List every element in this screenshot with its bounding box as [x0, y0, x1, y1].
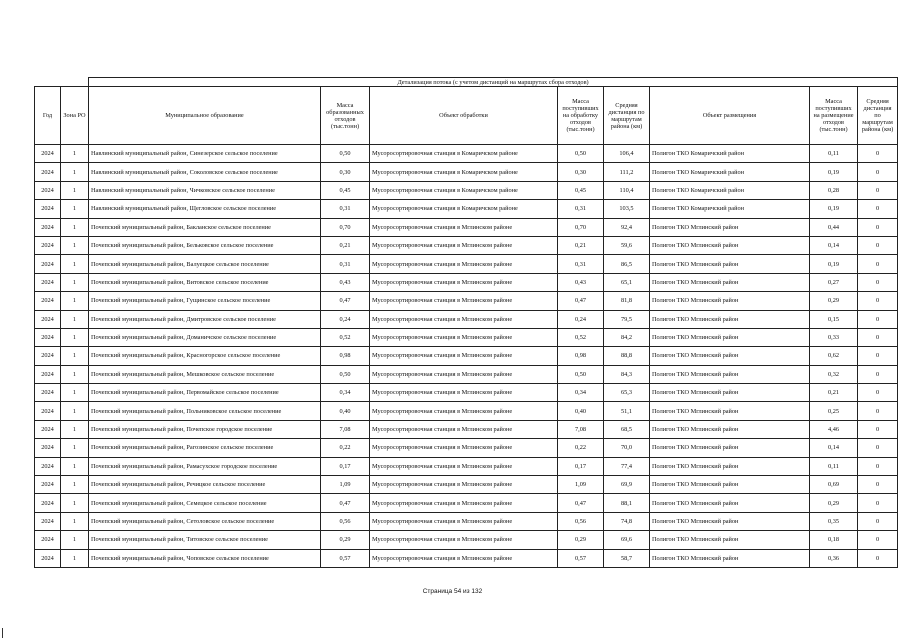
- cell-processing-mass: 0,98: [558, 347, 604, 365]
- cell-processing-distance: 84,3: [604, 365, 650, 383]
- cell-year: 2024: [35, 494, 61, 512]
- cell-disposal-distance: 0: [858, 494, 898, 512]
- table-row: [35, 145, 898, 163]
- cell-disposal-facility: Полигон ТКО Мглинский район: [650, 365, 810, 383]
- cell-municipality: Навлинский муниципальный район, Синезерское сельское поселение: [89, 145, 321, 163]
- header-generated-mass: Масса образованных отходов (тыс.тонн): [321, 87, 370, 145]
- cell-disposal-facility: Полигон ТКО Мглинский район: [650, 402, 810, 420]
- cell-zone: 1: [61, 328, 89, 346]
- cell-zone: 1: [61, 439, 89, 457]
- cell-processing-facility: Мусоросортировочная станция в Мглинском районе: [370, 476, 558, 494]
- cell-processing-facility: Мусоросортировочная станция в Мглинском районе: [370, 273, 558, 291]
- table-row: [35, 236, 898, 254]
- cell-processing-mass: 0,40: [558, 402, 604, 420]
- cell-year: 2024: [35, 181, 61, 199]
- cell-zone: 1: [61, 181, 89, 199]
- cell-zone: 1: [61, 292, 89, 310]
- cell-disposal-mass: 0,36: [810, 549, 858, 567]
- cell-disposal-facility: Полигон ТКО Мглинский район: [650, 494, 810, 512]
- cell-year: 2024: [35, 420, 61, 438]
- header-processing-distance: Средняя дистанция по маршрутам района (км): [604, 87, 650, 145]
- cell-disposal-distance: 0: [858, 512, 898, 530]
- cell-disposal-facility: Полигон ТКО Мглинский район: [650, 457, 810, 475]
- cell-municipality: Навлинский муниципальный район, Щегловское сельское поселение: [89, 200, 321, 218]
- cell-processing-facility: Мусоросортировочная станция в Мглинском районе: [370, 402, 558, 420]
- cell-disposal-mass: 0,29: [810, 292, 858, 310]
- cell-year: 2024: [35, 328, 61, 346]
- cell-generated-mass: 0,56: [321, 512, 370, 530]
- cell-municipality: Почепский муниципальный район, Почепское городское поселение: [89, 420, 321, 438]
- cell-municipality: Почепский муниципальный район, Бельковское сельское поселение: [89, 236, 321, 254]
- cell-disposal-distance: 0: [858, 439, 898, 457]
- cell-disposal-mass: 0,18: [810, 531, 858, 549]
- cell-disposal-facility: Полигон ТКО Мглинский район: [650, 384, 810, 402]
- cell-municipality: Почепский муниципальный район, Сетоловское сельское поселение: [89, 512, 321, 530]
- cell-processing-mass: 0,50: [558, 365, 604, 383]
- cell-disposal-facility: Полигон ТКО Мглинский район: [650, 512, 810, 530]
- cell-disposal-distance: 0: [858, 384, 898, 402]
- table-row: [35, 200, 898, 218]
- cell-zone: 1: [61, 310, 89, 328]
- cell-processing-mass: 0,57: [558, 549, 604, 567]
- cell-generated-mass: 0,40: [321, 402, 370, 420]
- cell-zone: 1: [61, 512, 89, 530]
- cell-disposal-distance: 0: [858, 145, 898, 163]
- cell-disposal-distance: 0: [858, 549, 898, 567]
- table-row: [35, 310, 898, 328]
- cell-year: 2024: [35, 292, 61, 310]
- cell-zone: 1: [61, 384, 89, 402]
- cell-zone: 1: [61, 549, 89, 567]
- cell-processing-facility: Мусоросортировочная станция в Мглинском районе: [370, 549, 558, 567]
- cell-processing-distance: 81,8: [604, 292, 650, 310]
- header-municipality: Муниципальное образование: [89, 87, 321, 145]
- table-row: [35, 328, 898, 346]
- cell-disposal-facility: Полигон ТКО Мглинский район: [650, 310, 810, 328]
- header-processing-mass: Масса поступивших на обработку отходов (тыс.тонн): [558, 87, 604, 145]
- cell-disposal-mass: 0,35: [810, 512, 858, 530]
- cell-processing-facility: Мусоросортировочная станция в Мглинском районе: [370, 384, 558, 402]
- cell-processing-facility: Мусоросортировочная станция в Мглинском районе: [370, 439, 558, 457]
- header-disposal-mass: Масса поступивших на размещение отходов (тыс.тонн): [810, 87, 858, 145]
- cell-year: 2024: [35, 310, 61, 328]
- cell-disposal-mass: 0,27: [810, 273, 858, 291]
- cell-disposal-mass: 0,32: [810, 365, 858, 383]
- cell-processing-mass: 7,08: [558, 420, 604, 438]
- cell-year: 2024: [35, 384, 61, 402]
- table-row: [35, 457, 898, 475]
- cell-processing-mass: 0,43: [558, 273, 604, 291]
- header-zone: Зона РО: [61, 87, 89, 145]
- cell-zone: 1: [61, 273, 89, 291]
- cell-zone: 1: [61, 457, 89, 475]
- cell-zone: 1: [61, 236, 89, 254]
- cell-processing-mass: 0,45: [558, 181, 604, 199]
- cell-disposal-distance: 0: [858, 236, 898, 254]
- cell-processing-facility: Мусоросортировочная станция в Комаричском районе: [370, 200, 558, 218]
- cell-processing-mass: 0,29: [558, 531, 604, 549]
- cell-zone: 1: [61, 163, 89, 181]
- cell-year: 2024: [35, 549, 61, 567]
- cell-municipality: Почепский муниципальный район, Польниковское сельское поселение: [89, 402, 321, 420]
- cell-processing-distance: 65,1: [604, 273, 650, 291]
- cell-disposal-facility: Полигон ТКО Мглинский район: [650, 236, 810, 254]
- cell-municipality: Почепский муниципальный район, Гущинское сельское поселение: [89, 292, 321, 310]
- cell-processing-facility: Мусоросортировочная станция в Мглинском районе: [370, 365, 558, 383]
- cell-disposal-mass: 0,28: [810, 181, 858, 199]
- table-row: [35, 531, 898, 549]
- cell-generated-mass: 0,98: [321, 347, 370, 365]
- cell-disposal-distance: 0: [858, 365, 898, 383]
- scan-mark: [2, 628, 3, 638]
- cell-processing-distance: 111,2: [604, 163, 650, 181]
- cell-zone: 1: [61, 347, 89, 365]
- cell-year: 2024: [35, 145, 61, 163]
- cell-municipality: Почепский муниципальный район, Семецкое сельское поселение: [89, 494, 321, 512]
- cell-generated-mass: 0,21: [321, 236, 370, 254]
- cell-processing-facility: Мусоросортировочная станция в Мглинском районе: [370, 292, 558, 310]
- cell-processing-mass: 0,47: [558, 292, 604, 310]
- cell-zone: 1: [61, 402, 89, 420]
- cell-processing-mass: 0,30: [558, 163, 604, 181]
- cell-disposal-facility: Полигон ТКО Комаричский район: [650, 181, 810, 199]
- cell-processing-facility: Мусоросортировочная станция в Комаричском районе: [370, 181, 558, 199]
- cell-generated-mass: 0,43: [321, 273, 370, 291]
- cell-disposal-distance: 0: [858, 457, 898, 475]
- cell-processing-mass: 0,50: [558, 145, 604, 163]
- cell-year: 2024: [35, 236, 61, 254]
- cell-processing-distance: 88,8: [604, 347, 650, 365]
- cell-processing-distance: 92,4: [604, 218, 650, 236]
- cell-year: 2024: [35, 255, 61, 273]
- cell-processing-distance: 88,1: [604, 494, 650, 512]
- cell-disposal-distance: 0: [858, 347, 898, 365]
- cell-generated-mass: 0,50: [321, 365, 370, 383]
- cell-disposal-distance: 0: [858, 402, 898, 420]
- cell-processing-facility: Мусоросортировочная станция в Мглинском районе: [370, 310, 558, 328]
- cell-disposal-mass: 0,11: [810, 457, 858, 475]
- cell-disposal-facility: Полигон ТКО Мглинский район: [650, 292, 810, 310]
- cell-processing-facility: Мусоросортировочная станция в Мглинском районе: [370, 531, 558, 549]
- cell-generated-mass: 0,45: [321, 181, 370, 199]
- cell-generated-mass: 0,22: [321, 439, 370, 457]
- cell-zone: 1: [61, 200, 89, 218]
- cell-disposal-distance: 0: [858, 218, 898, 236]
- table-row: [35, 365, 898, 383]
- table-row: [35, 420, 898, 438]
- cell-processing-distance: 69,9: [604, 476, 650, 494]
- cell-zone: 1: [61, 145, 89, 163]
- cell-zone: 1: [61, 255, 89, 273]
- cell-disposal-distance: 0: [858, 163, 898, 181]
- cell-processing-mass: 0,24: [558, 310, 604, 328]
- header-year: Год: [35, 87, 61, 145]
- cell-year: 2024: [35, 273, 61, 291]
- cell-disposal-distance: 0: [858, 200, 898, 218]
- table-row: [35, 402, 898, 420]
- cell-processing-facility: Мусоросортировочная станция в Мглинском районе: [370, 347, 558, 365]
- cell-disposal-distance: 0: [858, 273, 898, 291]
- cell-processing-distance: 103,5: [604, 200, 650, 218]
- cell-generated-mass: 0,30: [321, 163, 370, 181]
- table-row: [35, 494, 898, 512]
- cell-processing-mass: 0,31: [558, 255, 604, 273]
- cell-zone: 1: [61, 365, 89, 383]
- cell-disposal-distance: 0: [858, 531, 898, 549]
- cell-generated-mass: 0,29: [321, 531, 370, 549]
- cell-generated-mass: 1,09: [321, 476, 370, 494]
- cell-disposal-distance: 0: [858, 420, 898, 438]
- cell-disposal-facility: Полигон ТКО Комаричский район: [650, 200, 810, 218]
- cell-processing-facility: Мусоросортировочная станция в Мглинском районе: [370, 512, 558, 530]
- cell-disposal-distance: 0: [858, 181, 898, 199]
- cell-year: 2024: [35, 531, 61, 549]
- cell-processing-facility: Мусоросортировочная станция в Мглинском районе: [370, 255, 558, 273]
- cell-generated-mass: 0,47: [321, 292, 370, 310]
- cell-municipality: Почепский муниципальный район, Витовское сельское поселение: [89, 273, 321, 291]
- cell-generated-mass: 0,47: [321, 494, 370, 512]
- cell-zone: 1: [61, 476, 89, 494]
- cell-disposal-mass: 0,15: [810, 310, 858, 328]
- cell-year: 2024: [35, 200, 61, 218]
- cell-disposal-facility: Полигон ТКО Мглинский район: [650, 347, 810, 365]
- cell-processing-mass: 0,22: [558, 439, 604, 457]
- header-disposal-distance: Средняя дистанция по маршрутам района (км): [858, 87, 898, 145]
- header-disposal-facility: Объект размещения: [650, 87, 810, 145]
- table-row: [35, 292, 898, 310]
- cell-year: 2024: [35, 402, 61, 420]
- cell-processing-distance: 79,5: [604, 310, 650, 328]
- cell-disposal-mass: 0,14: [810, 439, 858, 457]
- table-row: [35, 273, 898, 291]
- cell-processing-facility: Мусоросортировочная станция в Комаричском районе: [370, 145, 558, 163]
- cell-generated-mass: 0,70: [321, 218, 370, 236]
- cell-processing-mass: 0,17: [558, 457, 604, 475]
- table-row: [35, 181, 898, 199]
- cell-municipality: Навлинский муниципальный район, Соколовское сельское поселение: [89, 163, 321, 181]
- cell-year: 2024: [35, 163, 61, 181]
- cell-generated-mass: 0,57: [321, 549, 370, 567]
- cell-processing-facility: Мусоросортировочная станция в Мглинском районе: [370, 494, 558, 512]
- cell-generated-mass: 0,31: [321, 255, 370, 273]
- cell-processing-distance: 58,7: [604, 549, 650, 567]
- cell-municipality: Почепский муниципальный район, Бакланское сельское поселение: [89, 218, 321, 236]
- cell-municipality: Почепский муниципальный район, Первомайское сельское поселение: [89, 384, 321, 402]
- cell-disposal-mass: 0,19: [810, 255, 858, 273]
- cell-year: 2024: [35, 457, 61, 475]
- cell-municipality: Почепский муниципальный район, Доманичское сельское поселение: [89, 328, 321, 346]
- cell-processing-distance: 69,6: [604, 531, 650, 549]
- cell-municipality: Почепский муниципальный район, Рагозинское сельское поселение: [89, 439, 321, 457]
- cell-generated-mass: 0,24: [321, 310, 370, 328]
- page-number: Страница 54 из 132: [422, 588, 483, 595]
- cell-municipality: Почепский муниципальный район, Титовское сельское поселение: [89, 531, 321, 549]
- table-row: [35, 439, 898, 457]
- cell-processing-distance: 51,1: [604, 402, 650, 420]
- cell-year: 2024: [35, 218, 61, 236]
- cell-processing-distance: 110,4: [604, 181, 650, 199]
- cell-disposal-facility: Полигон ТКО Мглинский район: [650, 273, 810, 291]
- cell-municipality: Почепский муниципальный район, Речицкое сельское поселение: [89, 476, 321, 494]
- cell-disposal-distance: 0: [858, 310, 898, 328]
- table-row: [35, 163, 898, 181]
- cell-processing-mass: 0,52: [558, 328, 604, 346]
- table-row: [35, 549, 898, 567]
- cell-disposal-distance: 0: [858, 255, 898, 273]
- cell-processing-distance: 74,8: [604, 512, 650, 530]
- cell-disposal-facility: Полигон ТКО Мглинский район: [650, 218, 810, 236]
- cell-municipality: Навлинский муниципальный район, Чичковское сельское поселение: [89, 181, 321, 199]
- cell-processing-facility: Мусоросортировочная станция в Мглинском районе: [370, 236, 558, 254]
- cell-processing-facility: Мусоросортировочная станция в Мглинском районе: [370, 420, 558, 438]
- cell-generated-mass: 0,52: [321, 328, 370, 346]
- cell-municipality: Почепский муниципальный район, Мешковское сельское поселение: [89, 365, 321, 383]
- cell-processing-facility: Мусоросортировочная станция в Мглинском районе: [370, 457, 558, 475]
- cell-disposal-facility: Полигон ТКО Мглинский район: [650, 531, 810, 549]
- cell-disposal-mass: 0,25: [810, 402, 858, 420]
- cell-disposal-distance: 0: [858, 292, 898, 310]
- cell-disposal-facility: Полигон ТКО Комаричский район: [650, 145, 810, 163]
- table-row: [35, 255, 898, 273]
- cell-processing-distance: 70,0: [604, 439, 650, 457]
- cell-year: 2024: [35, 347, 61, 365]
- cell-municipality: Почепский муниципальный район, Чоповское сельское поселение: [89, 549, 321, 567]
- cell-disposal-mass: 0,69: [810, 476, 858, 494]
- cell-processing-mass: 0,70: [558, 218, 604, 236]
- cell-processing-mass: 0,21: [558, 236, 604, 254]
- cell-processing-facility: Мусоросортировочная станция в Мглинском районе: [370, 218, 558, 236]
- cell-generated-mass: 0,50: [321, 145, 370, 163]
- cell-municipality: Почепский муниципальный район, Валуецкое сельское поселение: [89, 255, 321, 273]
- cell-year: 2024: [35, 439, 61, 457]
- cell-generated-mass: 7,08: [321, 420, 370, 438]
- table-row: [35, 512, 898, 530]
- table-title: Детализация потока (с учетом дистанций на маршрутах сбора отходов): [89, 78, 898, 87]
- cell-disposal-mass: 0,11: [810, 145, 858, 163]
- cell-processing-distance: 77,4: [604, 457, 650, 475]
- cell-processing-mass: 0,47: [558, 494, 604, 512]
- cell-processing-distance: 106,4: [604, 145, 650, 163]
- cell-disposal-facility: Полигон ТКО Мглинский район: [650, 328, 810, 346]
- cell-zone: 1: [61, 531, 89, 549]
- header-processing-facility: Объект обработки: [370, 87, 558, 145]
- table-row: [35, 218, 898, 236]
- cell-disposal-mass: 0,21: [810, 384, 858, 402]
- cell-disposal-facility: Полигон ТКО Мглинский район: [650, 255, 810, 273]
- cell-processing-mass: 0,31: [558, 200, 604, 218]
- cell-disposal-facility: Полигон ТКО Мглинский район: [650, 476, 810, 494]
- cell-generated-mass: 0,17: [321, 457, 370, 475]
- cell-disposal-mass: 4,46: [810, 420, 858, 438]
- cell-disposal-facility: Полигон ТКО Комаричский район: [650, 163, 810, 181]
- cell-zone: 1: [61, 494, 89, 512]
- cell-disposal-facility: Полигон ТКО Мглинский район: [650, 549, 810, 567]
- cell-processing-mass: 1,09: [558, 476, 604, 494]
- cell-municipality: Почепский муниципальный район, Дмитровское сельское поселение: [89, 310, 321, 328]
- cell-processing-distance: 84,2: [604, 328, 650, 346]
- cell-processing-mass: 0,56: [558, 512, 604, 530]
- cell-zone: 1: [61, 420, 89, 438]
- cell-processing-distance: 59,6: [604, 236, 650, 254]
- flow-detail-table: [34, 77, 898, 568]
- cell-processing-distance: 68,5: [604, 420, 650, 438]
- table-row: [35, 384, 898, 402]
- cell-zone: 1: [61, 218, 89, 236]
- cell-disposal-distance: 0: [858, 328, 898, 346]
- cell-disposal-mass: 0,62: [810, 347, 858, 365]
- cell-disposal-mass: 0,19: [810, 200, 858, 218]
- cell-municipality: Почепский муниципальный район, Рамасухское городское поселение: [89, 457, 321, 475]
- table-row: [35, 476, 898, 494]
- cell-processing-distance: 86,5: [604, 255, 650, 273]
- cell-disposal-mass: 0,44: [810, 218, 858, 236]
- cell-disposal-mass: 0,14: [810, 236, 858, 254]
- cell-disposal-distance: 0: [858, 476, 898, 494]
- cell-disposal-facility: Полигон ТКО Мглинский район: [650, 420, 810, 438]
- cell-year: 2024: [35, 365, 61, 383]
- cell-processing-facility: Мусоросортировочная станция в Мглинском районе: [370, 328, 558, 346]
- cell-disposal-mass: 0,19: [810, 163, 858, 181]
- cell-generated-mass: 0,34: [321, 384, 370, 402]
- cell-disposal-mass: 0,29: [810, 494, 858, 512]
- cell-year: 2024: [35, 512, 61, 530]
- cell-disposal-mass: 0,33: [810, 328, 858, 346]
- cell-year: 2024: [35, 476, 61, 494]
- cell-processing-facility: Мусоросортировочная станция в Комаричском районе: [370, 163, 558, 181]
- cell-processing-distance: 65,3: [604, 384, 650, 402]
- cell-municipality: Почепский муниципальный район, Красногорское сельское поселение: [89, 347, 321, 365]
- cell-processing-mass: 0,34: [558, 384, 604, 402]
- table-row: [35, 347, 898, 365]
- cell-generated-mass: 0,31: [321, 200, 370, 218]
- cell-disposal-facility: Полигон ТКО Мглинский район: [650, 439, 810, 457]
